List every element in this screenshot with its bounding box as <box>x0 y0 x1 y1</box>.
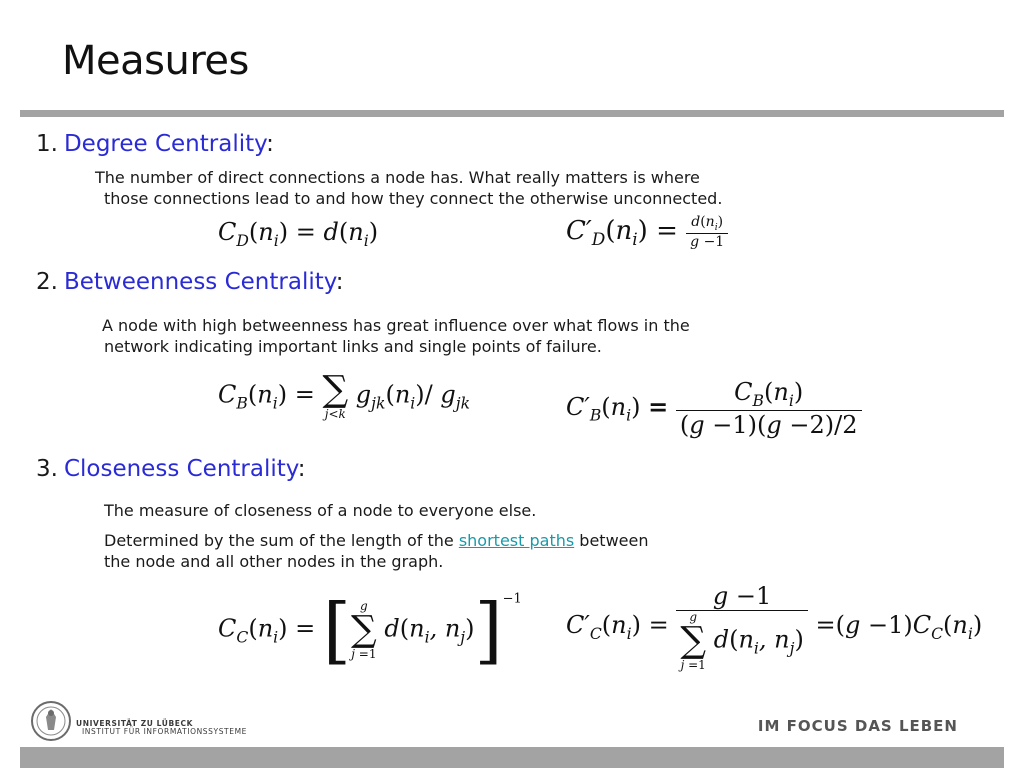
description-line: The number of direct connections a node has. What really matters is where <box>95 168 700 187</box>
footer-slogan: IM FOCUS DAS LEBEN <box>757 717 958 735</box>
section-colon: : <box>297 456 306 482</box>
formula-degree: $C_D(n_i) = d(n_i)$ <box>218 218 379 250</box>
section-name: Degree Centrality <box>63 131 267 157</box>
section-heading-degree <box>36 131 274 157</box>
section-number: 3. <box>36 456 58 482</box>
section-colon: : <box>266 131 274 157</box>
section-heading-closeness <box>36 456 305 482</box>
description-line: network indicating important links and single points of failure. <box>104 337 602 356</box>
section-description-closeness <box>104 500 648 572</box>
formula-betweenness-normalized: $C'_B(n_i)$ = $\frac{C_B(n_i)}{(g -1)(g -2)/2}$ <box>566 378 862 439</box>
section-description-degree <box>95 167 722 209</box>
footer-bar <box>20 747 1004 768</box>
section-colon: : <box>335 269 344 295</box>
description-line: the node and all other nodes in the graph. <box>104 552 444 571</box>
section-name: Closeness Centrality <box>63 456 298 482</box>
description-text: Determined by the sum of the length of the <box>104 531 459 550</box>
page-title: Measures <box>62 38 249 84</box>
institute-name: INSTITUT FÜR INFORMATIONSSYSTEME <box>82 727 247 736</box>
shortest-paths-link[interactable]: shortest paths <box>458 531 575 550</box>
formula-closeness-normalized: $C'_C(n_i)$ = g −1 g ∑ j =1 $d(n_i$, $n_j$) $=(g -1)C_C(n_i)$ <box>566 582 983 672</box>
title-divider <box>20 110 1004 117</box>
university-name: UNIVERSITÄT ZU LÜBECK <box>76 719 194 728</box>
university-seal-icon <box>30 700 72 742</box>
description-line <box>104 530 648 551</box>
formula-closeness: $C_C(n_i)$ = [ g ∑ j =1 $d(n_i$, $n_j)]^{-1}$ <box>218 588 522 672</box>
section-number: 2. <box>36 269 58 295</box>
university-wordmark <box>76 720 247 736</box>
section-description-betweenness <box>102 315 690 357</box>
description-line: The measure of closeness of a node to everyone else. <box>104 501 537 520</box>
description-text: between <box>574 531 649 550</box>
description-line: A node with high betweenness has great influence over what flows in the <box>102 316 690 335</box>
section-number: 1. <box>36 131 58 157</box>
section-heading-betweenness <box>36 269 343 295</box>
description-line: those connections lead to and how they connect the otherwise unconnected. <box>104 189 723 208</box>
formula-degree-normalized: $C'_D(n_i)$ = $\frac{d(n_i)}{g -1}$ <box>566 214 728 250</box>
section-name: Betweenness Centrality <box>63 269 336 295</box>
formula-betweenness: $C_B(n_i)$ = ∑ j<k $g_{jk}(n_i)/$ $g_{jk}$ <box>218 369 471 421</box>
